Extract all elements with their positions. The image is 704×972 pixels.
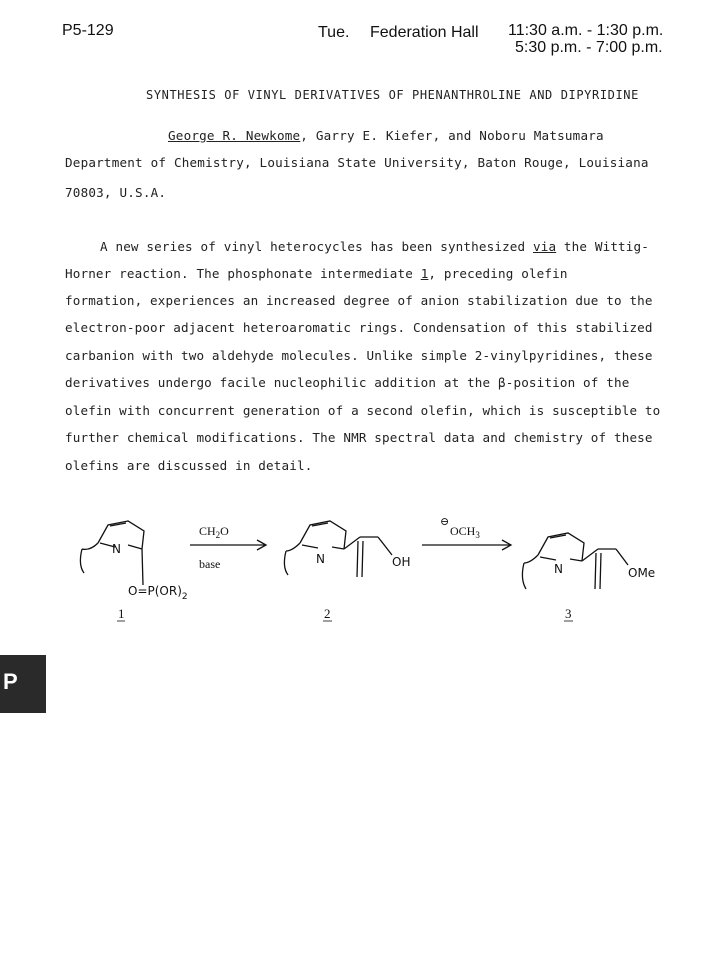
paper-title: SYNTHESIS OF VINYL DERIVATIVES OF PHENANTHROLINE AND DIPYRIDINE [146, 88, 639, 102]
section-tab [0, 655, 46, 713]
via-word: via [533, 239, 557, 254]
poster-code: P5-129 [62, 22, 114, 39]
session-venue: Federation Hall [370, 24, 479, 41]
abstract-text: Horner reaction. The phosphonate intermediate [65, 266, 421, 281]
atom-n-1: N [112, 542, 121, 556]
atom-n-3: N [554, 562, 563, 576]
abstract-line-2 [65, 266, 568, 281]
affiliation-line-1: Department of Chemistry, Louisiana State University, Baton Rouge, Louisiana [65, 155, 649, 170]
abstract-line-4: electron-poor adjacent heteroaromatic rings. Condensation of this stabilized [65, 320, 653, 335]
atom-n-2: N [316, 552, 325, 566]
session-time-1: 11:30 a.m. - 1:30 p.m. [508, 22, 664, 39]
abstract-line-3: formation, experiences an increased degree of anion stabilization due to the [65, 293, 653, 308]
session-time-2: 5:30 p.m. - 7:00 p.m. [515, 39, 663, 56]
methoxy-group: OMe [628, 566, 656, 580]
phosphonate-group: $O=P(OR)_2$ [128, 584, 188, 602]
abstract-line-6: derivatives undergo facile nucleophilic addition at the β-position of the [65, 375, 630, 390]
abstract-text: the Wittig- [556, 239, 649, 254]
author-list [168, 128, 604, 143]
reagent-methoxide: $OCH_3$ [450, 524, 480, 540]
reaction-scheme [60, 505, 680, 625]
compound-label-2: 2 [324, 606, 331, 621]
abstract-text: A new series of vinyl heterocycles has been synthesized [100, 239, 533, 254]
abstract-line-8: further chemical modifications. The NMR spectral data and chemistry of these [65, 430, 653, 445]
abstract-line-7: olefin with concurrent generation of a second olefin, which is susceptible to [65, 403, 661, 418]
abstract-line-9: olefins are discussed in detail. [65, 458, 313, 473]
compound-ref: 1 [420, 266, 429, 281]
abstract-line-5: carbanion with two aldehyde molecules. Unlike simple 2-vinylpyridines, these [65, 348, 653, 363]
compound-2-structure [284, 521, 392, 577]
compound-3-structure [522, 533, 628, 589]
hydroxyl-group: OH [392, 555, 411, 569]
section-tab-letter: P [3, 669, 18, 694]
session-day: Tue. [318, 24, 350, 41]
reagent-formaldehyde: $CH_2O$ [199, 524, 229, 540]
presenting-author: George R. Newkome [168, 128, 301, 143]
co-authors: , Garry E. Kiefer, and Noboru Matsumara [300, 128, 604, 143]
methoxide-charge: ⊖ [440, 516, 450, 528]
reagent-base: base [199, 557, 221, 571]
compound-label-1: 1 [118, 606, 125, 621]
abstract-text: , preceding olefin [428, 266, 568, 281]
abstract-line-1 [100, 239, 649, 254]
affiliation-line-2: 70803, U.S.A. [65, 185, 167, 200]
compound-label-3: 3 [565, 606, 572, 621]
